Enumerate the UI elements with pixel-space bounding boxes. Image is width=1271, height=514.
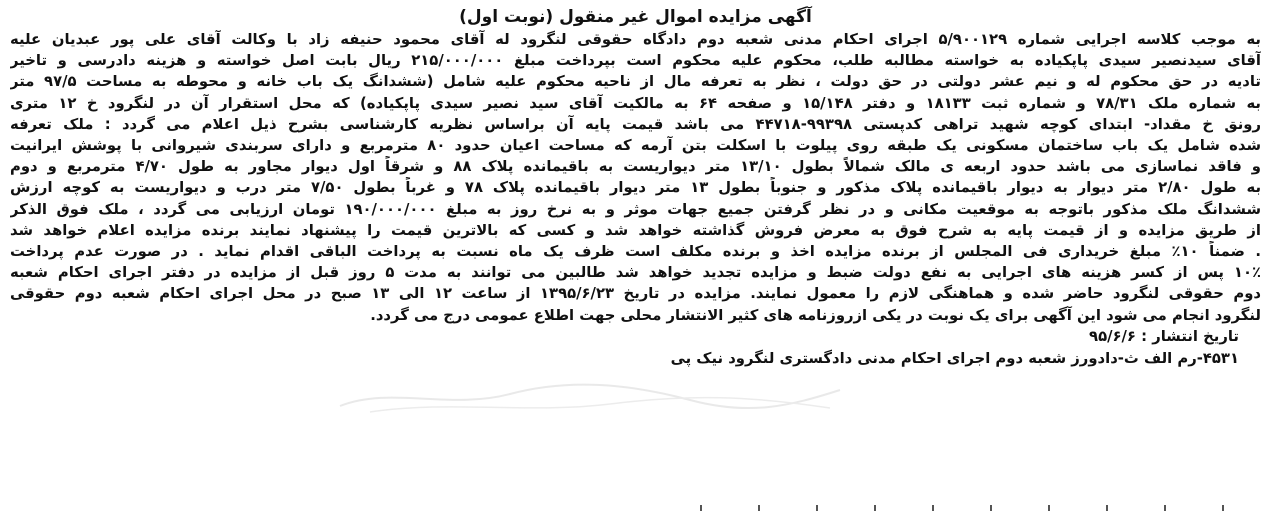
notice-line: به موجب کلاسه اجرایی شماره ۵/۹۰۰۱۲۹ اجرای احکام مدنی شعبه دوم دادگاه حقوقی لنگرود له آقای محمود حنیفه زاد با وکالت آقای علی پور عبدیان علیه bbox=[10, 31, 1261, 48]
notice-line: رونق خ مقداد- ابتدای کوچه شهید تراهی کدپستی ۹۹۳۹۸-۴۴۷۱۸ می باشد قیمت پایه آن براساس نظریه کارشناسی بشرح ذیل اعلام می گردد : ملک تعرفه bbox=[10, 115, 1261, 133]
notice-line: . ضمناً ۱۰٪ مبلغ خریداری فی المجلس از برنده مزایده اخذ و برنده مکلف است ظرف یک ماه نسبت به پرداخت الباقی اقدام نماید . در صورت عدم پرداخت bbox=[10, 243, 1261, 261]
notice-line: به شماره ملک ۷۸/۳۱ و شماره ثبت ۱۸۱۳۳ و دفتر ۱۵/۱۴۸ و صفحه ۶۴ به مالکیت آقای سید نصیر سیدی پاپکیاده) که محل استقرار آن در لنگرود خ ۱۲ متری bbox=[10, 94, 1261, 112]
notice-line: به طول ۲/۸۰ متر دیوار به دیوار باقیمانده پلاک مذکور و جنوباً بطول ۱۳ متر دیوار باقیمانده پلاک ۷۸ و غرباً بطول ۷/۵۰ متر درب و دیواریست به کوچه ارزش bbox=[10, 179, 1261, 197]
notice-footer: ۴۵۳۱-رم الف ث-دادورز شعبه دوم اجرای احکام مدنی دادگستری لنگرود نیک پی bbox=[670, 349, 1239, 367]
auction-notice bbox=[10, 6, 1261, 370]
publication-date: تاریخ انتشار : ۹۵/۶/۶ bbox=[1089, 327, 1239, 345]
notice-line: دوم حقوقی لنگرود حاضر شده و هماهنگی لازم را معمول نمایند. مزایده در تاریخ ۱۳۹۵/۶/۲۳ از ساعت ۱۲ الی ۱۳ صبح در محل اجرای احکام شعبه دوم حقوقی bbox=[10, 285, 1261, 303]
notice-line: آقای سیدنصیر سیدی پاپکیاده به خواسته مطالبه طلب، محکوم علیه محکوم است بپرداخت مبلغ ۲۱۵/۰۰۰/۰۰۰ ریال بابت اصل خواسته و هزینه دادرسی و تاخیر bbox=[10, 52, 1261, 70]
bottom-edge-marks bbox=[700, 505, 1260, 511]
notice-line: شده شامل یک باب ساختمان مسکونی یک طبقه روی پیلوت با اسکلت بتن آرمه که مساحت اعیان حدود ۸۰ مترمربع و دارای سربندی شیروانی با پوشش ایرانیت bbox=[10, 137, 1261, 155]
notice-line: ششدانگ ملک مذکور باتوجه به موقعیت مکانی و در نظر گرفتن جمیع جهات موثر و به نرخ روز به مبلغ ۱۹۰/۰۰۰/۰۰۰ تومان ارزیابی می گردد ، ملک فوق الذکر bbox=[10, 200, 1261, 218]
notice-line: و فاقد نماسازی می باشد حدود اربعه ی مالک شمالاً بطول ۱۳/۱۰ متر دیواریست به باقیمانده پلاک ۸۸ و شرقاً اول دیوار مجاور به طول ۴/۷۰ مترمربع و دوم bbox=[10, 158, 1261, 176]
notice-line: از طریق مزایده و از قیمت پایه به شرح فوق به معرض فروش گذاشته خواهد شد و کسی که بالاترین قیمت را پیشنهاد نمایند برنده مزایده اعلام خواهد شد bbox=[10, 221, 1261, 239]
notice-title: آگهی مزایده اموال غیر منقول (نوبت اول) bbox=[459, 7, 812, 27]
notice-line: ۱۰٪ پس از کسر هزینه های اجرایی به نفع دولت ضبط و مزایده تجدید خواهد شد طالبین می توانند به مدت ۵ روز قبل از مزایده در دفتر اجرای احکام شعبه bbox=[10, 264, 1261, 282]
notice-line: تادیه در حق محکوم له و نیم عشر دولتی در حق دولت ، نظر به تعرفه مال از ناحیه محکوم علیه شامل (ششدانگ یک باب خانه و محوطه به مساحت ۹۷/۵ متر bbox=[10, 73, 1261, 91]
notice-last-line: لنگرود انجام می شود این آگهی برای یک نوبت در یکی ازروزنامه های کثیر الانتشار محلی جهت اطلاع عمومی درج می گردد. bbox=[370, 306, 1261, 324]
faded-stamp-mark bbox=[330, 376, 850, 416]
